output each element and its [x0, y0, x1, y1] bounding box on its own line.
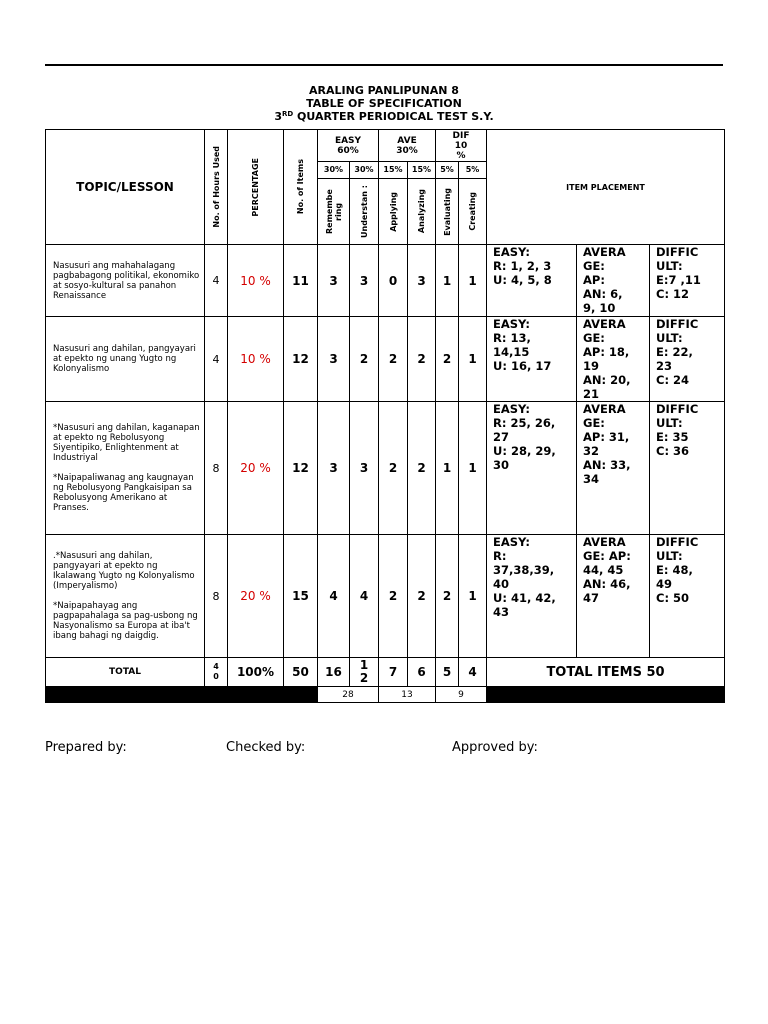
level-cell: 3: [318, 245, 350, 317]
level-cell: 3: [350, 245, 379, 317]
items-cell: 12: [284, 402, 318, 535]
hours-header: No. of Hours Used: [205, 130, 228, 245]
hours-cell: 8: [205, 535, 228, 658]
level-cell: 2: [408, 402, 436, 535]
topic-cell: Nasusuri ang mahahalagang pagbabagong politikal, ekonomiko at sosyo-kultural sa panahon Renaissance: [46, 245, 205, 317]
evaluating-pct: 5%: [436, 162, 459, 179]
remembering-pct: 30%: [318, 162, 350, 179]
level-cell: 1: [436, 402, 459, 535]
level-cell: 4: [350, 535, 379, 658]
level-cell: 1: [459, 245, 487, 317]
total-percentage: 100%: [228, 658, 284, 687]
table-row: [46, 402, 725, 535]
table-row: [46, 535, 725, 658]
average-placement: AVERA GE: AP: AN: 6, 9, 10: [577, 245, 650, 317]
approved-by-label: Approved by:: [452, 740, 538, 755]
dif-group-header: DIF 10 %: [436, 130, 487, 162]
hours-cell: 8: [205, 402, 228, 535]
items-cell: 15: [284, 535, 318, 658]
applying-pct: 15%: [379, 162, 408, 179]
black-bar-left: [46, 687, 318, 703]
total-applying: 7: [379, 658, 408, 687]
easy-placement: EASY: R: 13, 14,15 U: 16, 17: [487, 317, 577, 402]
level-cell: 2: [408, 317, 436, 402]
level-cell: 3: [408, 245, 436, 317]
average-placement: AVERA GE: AP: 18, 19 AN: 20, 21: [577, 317, 650, 402]
level-cell: 2: [350, 317, 379, 402]
topic-cell: *Nasusuri ang dahilan, kaganapan at epekto ng Rebolusyong Siyentipiko, Enlightenment at Industriyal *Naipapaliwanag ang kaugnayan ng Rebolusyong Pangkaisipan sa Rebolusyong Amerikano at Pranses.: [46, 402, 205, 535]
easy-placement: EASY: R: 25, 26, 27 U: 28, 29, 30: [487, 402, 577, 535]
difficult-placement: DIFFIC ULT: E: 35 C: 36: [650, 402, 725, 535]
total-understanding: 1 2: [350, 658, 379, 687]
level-cell: 1: [459, 402, 487, 535]
table-row: [46, 245, 725, 317]
easy-group-header: EASY 60%: [318, 130, 379, 162]
percentage-cell: 10 %: [228, 317, 284, 402]
total-items-label: TOTAL ITEMS 50: [487, 658, 725, 687]
average-subtotal: 13: [379, 687, 436, 703]
total-hours: 4 0: [205, 658, 228, 687]
average-placement: AVERA GE: AP: 31, 32 AN: 33, 34: [577, 402, 650, 535]
level-cell: 3: [350, 402, 379, 535]
topic-cell: .*Nasusuri ang dahilan, pangyayari at epekto ng Ikalawang Yugto ng Kolonyalismo (Imperyalismo) *Naipapahayag ang pagpapahalaga sa pag-usbong ng Nasyonalismo sa Europa at iba't ibang bahagi ng daigdig.: [46, 535, 205, 658]
title-subject: ARALING PANLIPUNAN 8: [309, 84, 459, 97]
level-cell: 3: [318, 317, 350, 402]
creating-header: Creating: [459, 179, 487, 245]
difficult-placement: DIFFIC ULT: E:7 ,11 C: 12: [650, 245, 725, 317]
level-cell: 2: [379, 535, 408, 658]
level-cell: 4: [318, 535, 350, 658]
prepared-by-label: Prepared by:: [45, 740, 127, 755]
level-cell: 1: [459, 535, 487, 658]
level-cell: 2: [379, 317, 408, 402]
total-items-count: 50: [284, 658, 318, 687]
level-cell: 2: [436, 535, 459, 658]
items-cell: 11: [284, 245, 318, 317]
percentage-cell: 20 %: [228, 535, 284, 658]
average-placement: AVERA GE: AP: 44, 45 AN: 46, 47: [577, 535, 650, 658]
difficult-placement: DIFFIC ULT: E: 22, 23 C: 24: [650, 317, 725, 402]
percentage-cell: 10 %: [228, 245, 284, 317]
items-header: No. of Items: [284, 130, 318, 245]
total-label: TOTAL: [46, 658, 205, 687]
evaluating-header: Evaluating: [436, 179, 459, 245]
total-creating: 4: [459, 658, 487, 687]
easy-placement: EASY: R: 37,38,39, 40 U: 41, 42, 43: [487, 535, 577, 658]
hours-cell: 4: [205, 317, 228, 402]
level-cell: 1: [459, 317, 487, 402]
remembering-header: Remembe ring: [318, 179, 350, 245]
level-cell: 2: [408, 535, 436, 658]
topic-header: TOPIC/LESSON: [46, 130, 205, 245]
analyzing-header: Analyzing: [408, 179, 436, 245]
title-test: 3RD QUARTER PERIODICAL TEST S.Y.: [274, 110, 494, 123]
total-analyzing: 6: [408, 658, 436, 687]
subtotal-row: [46, 687, 725, 703]
level-cell: 1: [436, 245, 459, 317]
table-row: [46, 317, 725, 402]
items-cell: 12: [284, 317, 318, 402]
item-placement-header: ITEM PLACEMENT: [487, 130, 725, 245]
level-cell: 2: [379, 402, 408, 535]
specification-table: [45, 129, 725, 703]
difficult-subtotal: 9: [436, 687, 487, 703]
analyzing-pct: 15%: [408, 162, 436, 179]
percentage-header: PERCENTAGE: [228, 130, 284, 245]
total-remembering: 16: [318, 658, 350, 687]
checked-by-label: Checked by:: [226, 740, 306, 755]
ave-group-header: AVE 30%: [379, 130, 436, 162]
level-cell: 2: [436, 317, 459, 402]
topic-cell: Nasusuri ang dahilan, pangyayari at epekto ng unang Yugto ng Kolonyalismo: [46, 317, 205, 402]
percentage-cell: 20 %: [228, 402, 284, 535]
document-title: [45, 84, 723, 123]
easy-subtotal: 28: [318, 687, 379, 703]
hours-cell: 4: [205, 245, 228, 317]
top-rule: [45, 64, 723, 66]
understanding-header: Understan :: [350, 179, 379, 245]
black-bar-right: [487, 687, 725, 703]
level-cell: 0: [379, 245, 408, 317]
understanding-pct: 30%: [350, 162, 379, 179]
creating-pct: 5%: [459, 162, 487, 179]
difficult-placement: DIFFIC ULT: E: 48, 49 C: 50: [650, 535, 725, 658]
total-evaluating: 5: [436, 658, 459, 687]
applying-header: Applying: [379, 179, 408, 245]
level-cell: 3: [318, 402, 350, 535]
total-row: [46, 658, 725, 687]
title-table: TABLE OF SPECIFICATION: [306, 97, 462, 110]
easy-placement: EASY: R: 1, 2, 3 U: 4, 5, 8: [487, 245, 577, 317]
